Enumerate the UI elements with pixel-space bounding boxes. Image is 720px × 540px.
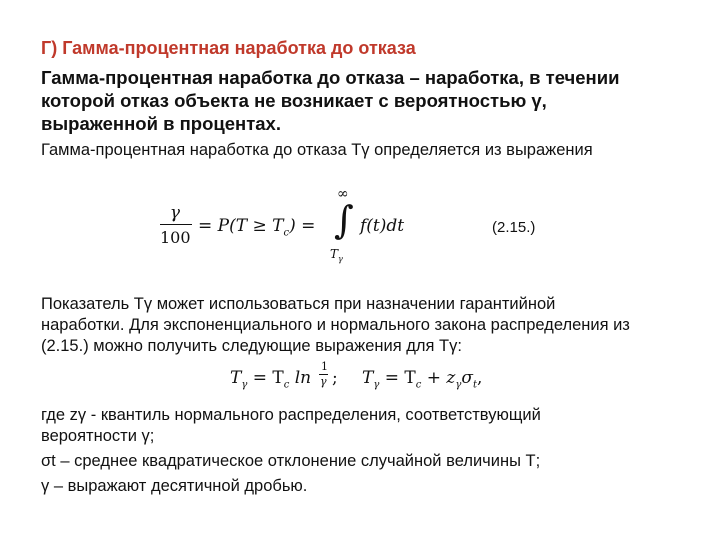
formula-semicolon: ; (332, 368, 338, 388)
integrand: f(t)dt (360, 216, 405, 236)
slide-title: Г) Гамма-процентная наработка до отказа (41, 38, 416, 58)
integral-sign: ∫ (334, 198, 354, 242)
integral-upper-limit: ∞ (337, 186, 349, 202)
paragraph-line-3: (2.15.) можно получить следующие выражения для Tγ: (41, 337, 462, 355)
intro-line: Гамма-процентная наработка до отказа Tγ определяется из выражения (41, 141, 593, 159)
paragraph-line-1: Показатель Tγ может использоваться при назначении гарантийной (41, 295, 556, 313)
where-line-2: вероятности γ; (41, 427, 155, 445)
sigma-line: σt – среднее квадратическое отклонение случайной величины Т; (41, 452, 541, 470)
definition-line-1: Гамма-процентная наработка до отказа – наработка, в течении (41, 67, 620, 88)
formula-normal: $T_\gamma = T_c + z_\gamma\sigma_t$, (362, 368, 483, 391)
formula-fraction-bar (160, 224, 192, 225)
formula-exponential: $T_\gamma = T_c$ ln (230, 368, 312, 391)
fraction-denominator: γ (320, 375, 327, 388)
definition-line-3: выраженной в процентах. (41, 113, 281, 134)
paragraph-line-2: наработки. Для экспоненциального и нормального закона распределения из (41, 316, 630, 334)
definition-line-2: которой отказ объекта не возникает с вероятностью γ, (41, 90, 547, 111)
where-line-1: где zγ - квантиль нормального распределения, соответствующий (41, 406, 541, 424)
formula-number: (2.15.) (492, 219, 536, 236)
formula-gamma: γ (169, 203, 181, 223)
integral-lower-limit: $T_\gamma$ (330, 247, 343, 264)
formula-hundred: 100 (160, 228, 191, 247)
formula-middle: = $P(T \ge T_c)$ = (198, 216, 316, 239)
gamma-line: γ – выражают десятичной дробью. (41, 477, 308, 495)
fraction-numerator: 1 (321, 360, 328, 373)
